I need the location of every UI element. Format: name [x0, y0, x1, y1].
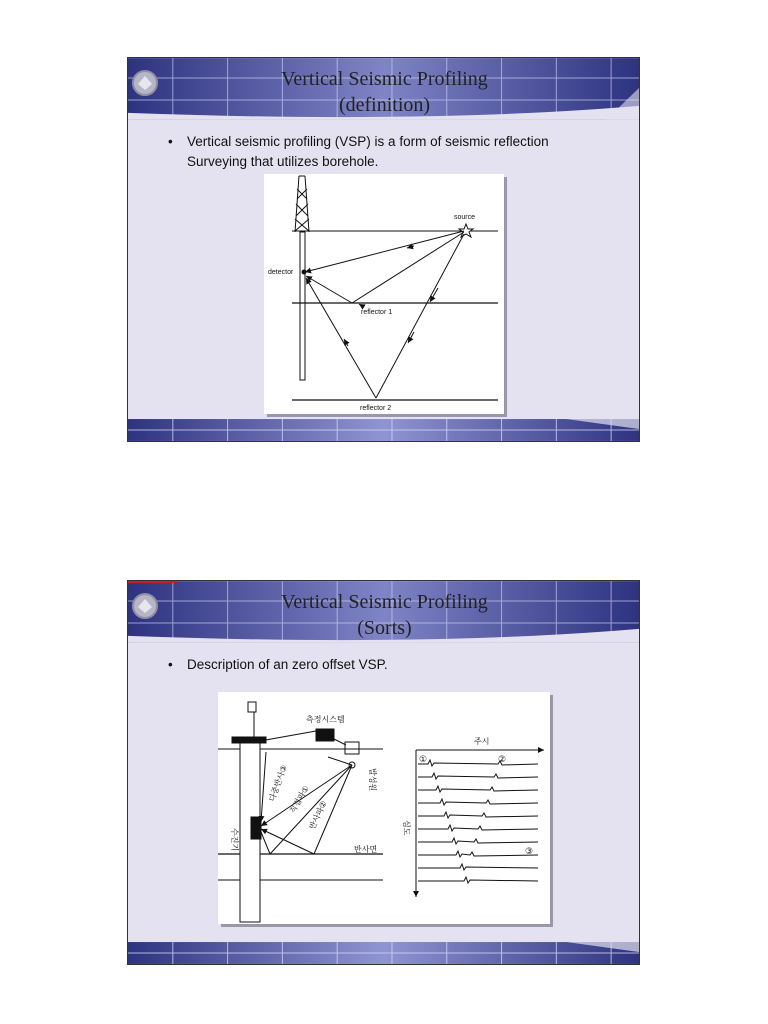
derrick-icon — [295, 176, 309, 232]
direct-wave-label: 직접파① — [287, 784, 311, 815]
zero-offset-vsp-diagram — [218, 692, 550, 924]
multiple-marker: ③ — [525, 847, 534, 857]
detector-marker — [302, 270, 307, 275]
multiple-label: 다중반사③ — [267, 763, 289, 803]
borehole — [300, 232, 305, 380]
slide-footer-band — [128, 419, 639, 441]
detector-label: detector — [268, 269, 294, 276]
bullet-text-line: Vertical seismic profiling (VSP) is a form of seismic reflection — [187, 134, 549, 149]
slide-1 — [127, 57, 640, 442]
slide-2 — [127, 580, 640, 965]
slide-title: Vertical Seismic Profiling (Sorts) — [281, 591, 488, 639]
bullet-symbol: • — [168, 657, 173, 672]
depth-label: 심도 — [402, 820, 411, 836]
reflector-label: 반사면 — [354, 845, 378, 854]
slide-title: Vertical Seismic Profiling (definition) — [281, 68, 488, 116]
logo-icon — [130, 591, 160, 621]
source-label: source — [454, 214, 476, 221]
direct-arrival-marker: ① — [419, 755, 428, 765]
reflection-marker: ② — [498, 755, 507, 765]
slide-footer-band — [128, 942, 639, 964]
measure-system-label: 측정시스템 — [306, 715, 345, 724]
reflector-2-label: reflector 2 — [360, 405, 392, 412]
survey-panel — [218, 702, 383, 922]
reflected-wave-label: 반사파② — [307, 799, 329, 831]
source-star-icon — [459, 224, 473, 237]
reflector-1-label: reflector 1 — [361, 309, 393, 316]
logo-icon — [130, 68, 160, 98]
seismogram-panel — [416, 750, 544, 897]
time-label: 주시 — [474, 737, 490, 746]
bullet-text-line: Surveying that utilizes borehole. — [187, 154, 379, 169]
source-label: 발성원 — [368, 768, 377, 792]
bullet-text-line: Description of an zero offset VSP. — [187, 657, 388, 672]
bullet-symbol: • — [168, 134, 173, 149]
receiver-label: 수진기 — [230, 828, 239, 852]
vsp-diagram — [264, 174, 504, 414]
